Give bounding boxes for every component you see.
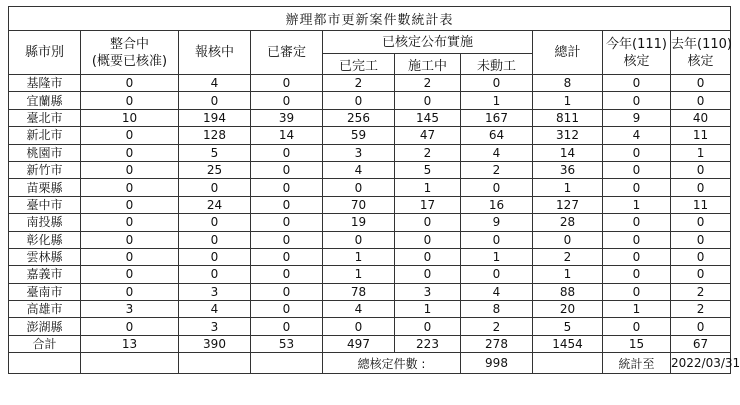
cell-county: 彰化縣 <box>9 231 81 248</box>
cell-reporting: 0 <box>179 248 251 265</box>
total-row <box>9 335 731 352</box>
cell-this-year: 0 <box>603 318 671 335</box>
cell-this-year: 0 <box>603 161 671 178</box>
cell-county: 高雄市 <box>9 301 81 318</box>
cell-total: 88 <box>533 283 603 300</box>
cell-not-started: 0 <box>461 266 533 283</box>
header-announced-group: 已核定公布實施 <box>323 31 533 54</box>
cell-not-started: 16 <box>461 196 533 213</box>
cell-reviewed: 0 <box>251 75 323 92</box>
cell-reviewed: 0 <box>251 283 323 300</box>
cell-reporting: 0 <box>179 179 251 196</box>
cell-total: 14 <box>533 144 603 161</box>
cell-integrate: 0 <box>81 75 179 92</box>
header-not-started: 未動工 <box>461 54 533 75</box>
cell-completed: 497 <box>323 335 395 352</box>
cell-county: 南投縣 <box>9 214 81 231</box>
table-row <box>9 127 731 144</box>
cell-this-year: 0 <box>603 75 671 92</box>
cell-reviewed: 0 <box>251 301 323 318</box>
approved-total-label: 總核定件數 : <box>323 353 461 374</box>
cell-total: 1454 <box>533 335 603 352</box>
cell-in-construction: 47 <box>395 127 461 144</box>
cell-reviewed: 0 <box>251 196 323 213</box>
stats-sheet <box>8 6 740 374</box>
cell-integrate: 0 <box>81 179 179 196</box>
cell-in-construction: 0 <box>395 92 461 109</box>
cell-in-construction: 0 <box>395 214 461 231</box>
cell-integrate: 0 <box>81 161 179 178</box>
cell-county: 雲林縣 <box>9 248 81 265</box>
table-row <box>9 161 731 178</box>
cell-total: 1 <box>533 179 603 196</box>
footer-empty-cell <box>9 353 81 374</box>
cell-reviewed: 0 <box>251 214 323 231</box>
header-last-year: 去年(110) 核定 <box>671 31 731 75</box>
cell-in-construction: 0 <box>395 266 461 283</box>
cell-not-started: 0 <box>461 75 533 92</box>
cell-completed: 0 <box>323 179 395 196</box>
cell-last-year: 0 <box>671 248 731 265</box>
cell-in-construction: 223 <box>395 335 461 352</box>
header-integrating: 整合中 (概要已核准) <box>81 31 179 75</box>
cell-last-year: 2 <box>671 283 731 300</box>
cell-county: 澎湖縣 <box>9 318 81 335</box>
cell-reporting: 3 <box>179 283 251 300</box>
cell-reporting: 128 <box>179 127 251 144</box>
cell-integrate: 10 <box>81 109 179 126</box>
cell-completed: 0 <box>323 318 395 335</box>
header-total: 總計 <box>533 31 603 75</box>
cell-not-started: 4 <box>461 144 533 161</box>
cell-completed: 0 <box>323 231 395 248</box>
cell-completed: 256 <box>323 109 395 126</box>
cell-reviewed: 0 <box>251 248 323 265</box>
cell-in-construction: 1 <box>395 179 461 196</box>
cell-in-construction: 145 <box>395 109 461 126</box>
cell-reviewed: 14 <box>251 127 323 144</box>
cell-county: 嘉義市 <box>9 266 81 283</box>
table-title: 辦理都市更新案件數統計表 <box>9 7 731 31</box>
cell-completed: 59 <box>323 127 395 144</box>
cell-county: 合計 <box>9 335 81 352</box>
cell-total: 8 <box>533 75 603 92</box>
cell-reviewed: 0 <box>251 179 323 196</box>
cell-completed: 70 <box>323 196 395 213</box>
table-body <box>9 75 731 353</box>
cell-in-construction: 5 <box>395 161 461 178</box>
cell-last-year: 0 <box>671 161 731 178</box>
cell-integrate: 0 <box>81 231 179 248</box>
cell-county: 桃園市 <box>9 144 81 161</box>
cell-not-started: 278 <box>461 335 533 352</box>
cell-not-started: 64 <box>461 127 533 144</box>
cell-total: 36 <box>533 161 603 178</box>
cell-reviewed: 0 <box>251 266 323 283</box>
cell-integrate: 0 <box>81 318 179 335</box>
cell-this-year: 9 <box>603 109 671 126</box>
cell-total: 0 <box>533 231 603 248</box>
urban-renewal-stats-table <box>8 6 740 374</box>
cell-not-started: 0 <box>461 179 533 196</box>
cell-this-year: 1 <box>603 301 671 318</box>
table-row <box>9 318 731 335</box>
header-in-construction: 施工中 <box>395 54 461 75</box>
footer-empty-cell <box>179 353 251 374</box>
header-county: 縣市別 <box>9 31 81 75</box>
cell-not-started: 167 <box>461 109 533 126</box>
cell-integrate: 0 <box>81 283 179 300</box>
cell-total: 312 <box>533 127 603 144</box>
cell-last-year: 40 <box>671 109 731 126</box>
cell-reviewed: 0 <box>251 318 323 335</box>
cell-completed: 1 <box>323 248 395 265</box>
table-row <box>9 75 731 92</box>
table-row <box>9 109 731 126</box>
cell-not-started: 8 <box>461 301 533 318</box>
cell-not-started: 4 <box>461 283 533 300</box>
cell-reporting: 0 <box>179 92 251 109</box>
cell-in-construction: 2 <box>395 144 461 161</box>
cell-last-year: 0 <box>671 75 731 92</box>
cell-county: 新北市 <box>9 127 81 144</box>
as-of-label: 統計至 <box>603 353 671 374</box>
cell-this-year: 0 <box>603 179 671 196</box>
cell-county: 臺中市 <box>9 196 81 213</box>
cell-integrate: 0 <box>81 144 179 161</box>
table-row <box>9 144 731 161</box>
cell-reporting: 0 <box>179 214 251 231</box>
cell-in-construction: 2 <box>395 75 461 92</box>
cell-last-year: 0 <box>671 92 731 109</box>
cell-county: 臺北市 <box>9 109 81 126</box>
cell-reviewed: 0 <box>251 161 323 178</box>
cell-county: 新竹市 <box>9 161 81 178</box>
cell-integrate: 0 <box>81 214 179 231</box>
cell-completed: 3 <box>323 144 395 161</box>
cell-reviewed: 0 <box>251 92 323 109</box>
cell-last-year: 11 <box>671 196 731 213</box>
cell-last-year: 67 <box>671 335 731 352</box>
cell-total: 20 <box>533 301 603 318</box>
cell-in-construction: 0 <box>395 318 461 335</box>
table-row <box>9 301 731 318</box>
footer-empty-cell <box>81 353 179 374</box>
cell-county: 基隆市 <box>9 75 81 92</box>
cell-total: 28 <box>533 214 603 231</box>
table-row <box>9 92 731 109</box>
cell-last-year: 0 <box>671 214 731 231</box>
cell-integrate: 3 <box>81 301 179 318</box>
cell-not-started: 9 <box>461 214 533 231</box>
cell-reporting: 4 <box>179 75 251 92</box>
header-reviewed: 已審定 <box>251 31 323 75</box>
cell-completed: 2 <box>323 75 395 92</box>
table-row <box>9 266 731 283</box>
table-row <box>9 283 731 300</box>
cell-total: 127 <box>533 196 603 213</box>
cell-in-construction: 1 <box>395 301 461 318</box>
cell-this-year: 0 <box>603 266 671 283</box>
cell-reporting: 5 <box>179 144 251 161</box>
cell-last-year: 0 <box>671 179 731 196</box>
cell-reporting: 25 <box>179 161 251 178</box>
cell-reporting: 0 <box>179 231 251 248</box>
cell-completed: 4 <box>323 161 395 178</box>
cell-reporting: 3 <box>179 318 251 335</box>
cell-total: 2 <box>533 248 603 265</box>
cell-reporting: 0 <box>179 266 251 283</box>
cell-this-year: 15 <box>603 335 671 352</box>
cell-in-construction: 0 <box>395 248 461 265</box>
cell-not-started: 0 <box>461 231 533 248</box>
cell-total: 1 <box>533 92 603 109</box>
cell-this-year: 0 <box>603 248 671 265</box>
cell-in-construction: 3 <box>395 283 461 300</box>
cell-this-year: 0 <box>603 231 671 248</box>
cell-last-year: 0 <box>671 318 731 335</box>
cell-this-year: 0 <box>603 214 671 231</box>
cell-not-started: 2 <box>461 161 533 178</box>
header-this-year: 今年(111) 核定 <box>603 31 671 75</box>
cell-county: 苗栗縣 <box>9 179 81 196</box>
cell-last-year: 2 <box>671 301 731 318</box>
cell-total: 1 <box>533 266 603 283</box>
cell-this-year: 4 <box>603 127 671 144</box>
cell-total: 811 <box>533 109 603 126</box>
cell-county: 宜蘭縣 <box>9 92 81 109</box>
cell-in-construction: 0 <box>395 231 461 248</box>
header-completed: 已完工 <box>323 54 395 75</box>
cell-completed: 19 <box>323 214 395 231</box>
cell-integrate: 0 <box>81 92 179 109</box>
cell-reporting: 390 <box>179 335 251 352</box>
cell-reviewed: 0 <box>251 144 323 161</box>
as-of-date: 2022/03/31 <box>671 353 731 374</box>
cell-integrate: 13 <box>81 335 179 352</box>
footer-empty-cell <box>533 353 603 374</box>
cell-integrate: 0 <box>81 248 179 265</box>
cell-this-year: 0 <box>603 144 671 161</box>
cell-in-construction: 17 <box>395 196 461 213</box>
cell-integrate: 0 <box>81 266 179 283</box>
cell-this-year: 0 <box>603 283 671 300</box>
table-row <box>9 179 731 196</box>
table-row <box>9 248 731 265</box>
cell-last-year: 1 <box>671 144 731 161</box>
cell-completed: 1 <box>323 266 395 283</box>
cell-completed: 78 <box>323 283 395 300</box>
cell-not-started: 1 <box>461 92 533 109</box>
cell-completed: 4 <box>323 301 395 318</box>
cell-integrate: 0 <box>81 196 179 213</box>
cell-reporting: 4 <box>179 301 251 318</box>
cell-not-started: 2 <box>461 318 533 335</box>
cell-this-year: 1 <box>603 196 671 213</box>
cell-last-year: 0 <box>671 231 731 248</box>
cell-total: 5 <box>533 318 603 335</box>
cell-reviewed: 53 <box>251 335 323 352</box>
cell-last-year: 11 <box>671 127 731 144</box>
cell-reporting: 194 <box>179 109 251 126</box>
header-reporting: 報核中 <box>179 31 251 75</box>
cell-county: 臺南市 <box>9 283 81 300</box>
footer-row <box>9 353 731 374</box>
cell-this-year: 0 <box>603 92 671 109</box>
cell-reporting: 24 <box>179 196 251 213</box>
approved-total-value: 998 <box>461 353 533 374</box>
cell-completed: 0 <box>323 92 395 109</box>
footer-empty-cell <box>251 353 323 374</box>
cell-integrate: 0 <box>81 127 179 144</box>
cell-last-year: 0 <box>671 266 731 283</box>
table-row <box>9 214 731 231</box>
table-row <box>9 231 731 248</box>
cell-not-started: 1 <box>461 248 533 265</box>
cell-reviewed: 39 <box>251 109 323 126</box>
cell-reviewed: 0 <box>251 231 323 248</box>
table-row <box>9 196 731 213</box>
